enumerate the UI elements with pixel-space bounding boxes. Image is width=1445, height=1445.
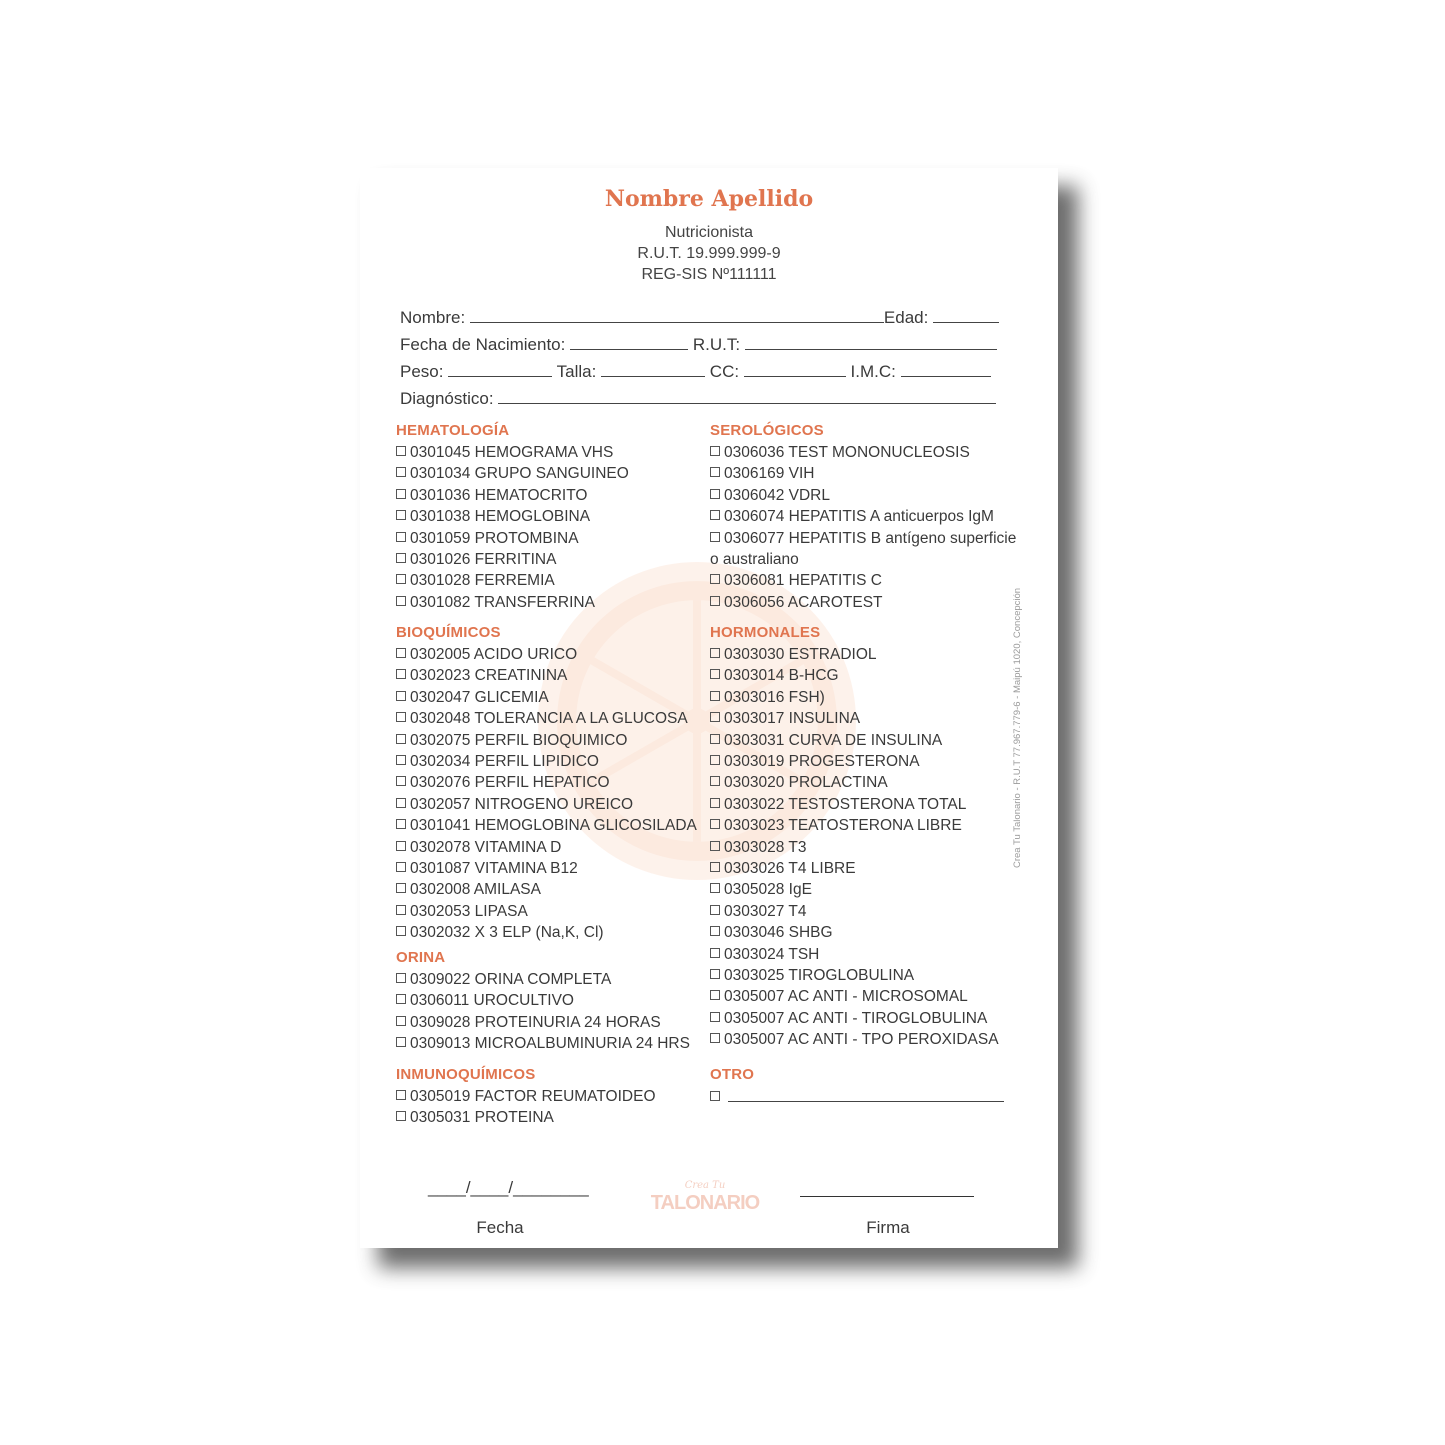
exam-item[interactable] [396,571,555,591]
exam-item[interactable] [710,507,994,527]
professional-rut: R.U.T. 19.999.999-9 [637,245,781,262]
checkbox-icon[interactable] [396,926,406,936]
checkbox-icon[interactable] [396,691,406,701]
exam-item[interactable] [710,773,888,793]
checkbox-icon[interactable] [396,755,406,765]
exam-label: 0306081 HEPATITIS C [724,572,882,590]
exam-label: 0306074 HEPATITIS A anticuerpos IgM [724,508,994,526]
diagnosis-field[interactable] [498,389,996,404]
exam-item[interactable] [396,486,587,506]
checkbox-icon[interactable] [710,755,720,765]
checkbox-icon[interactable] [396,973,406,983]
exam-item[interactable] [396,550,556,570]
date-placeholder[interactable]: ____/____/________ [428,1178,589,1197]
exam-item[interactable] [710,731,942,751]
exam-item[interactable] [710,688,825,708]
exam-item[interactable] [710,752,920,772]
exam-item[interactable] [396,970,611,990]
checkbox-icon[interactable] [710,574,720,584]
measures-row [400,362,991,382]
exam-item[interactable] [396,1108,554,1128]
exam-item[interactable] [710,464,815,484]
checkbox-icon[interactable] [710,669,720,679]
exam-label: 0301038 HEMOGLOBINA [410,508,591,526]
exam-label: 0303023 TEATOSTERONA LIBRE [724,817,962,835]
exam-item[interactable] [710,529,1016,549]
exam-item[interactable] [396,923,604,943]
exam-label: 0302053 LIPASA [410,902,528,920]
exam-label: 0305031 PROTEINA [410,1109,554,1127]
checkbox-icon[interactable] [396,994,406,1004]
checkbox-icon[interactable] [396,596,406,606]
checkbox-icon[interactable] [710,926,720,936]
checkbox-icon[interactable] [396,574,406,584]
checkbox-icon[interactable] [396,553,406,563]
section-title-bioquimicos: BIOQUÍMICOS [396,624,501,641]
exam-label: 0303031 CURVA DE INSULINA [724,731,943,749]
logo-script: Crea Tu [684,1180,726,1191]
checkbox-icon[interactable] [396,819,406,829]
exam-label: 0306042 VDRL [724,486,830,504]
checkbox-icon[interactable] [396,1111,406,1121]
checkbox-icon[interactable] [396,648,406,658]
section-title-otro: OTRO [710,1066,755,1083]
exam-label: 0305007 AC ANTI - TPO PEROXIDASA [724,1031,999,1049]
exam-label: 0303027 T4 [724,902,807,920]
checkbox-icon[interactable] [710,489,720,499]
exam-item[interactable] [396,709,688,729]
checkbox-icon[interactable] [710,510,720,520]
exam-label: o australiano [710,551,799,568]
exam-label: 0306169 VIH [724,465,815,483]
exam-item[interactable] [396,645,577,665]
name-label: Nombre: [400,308,466,327]
exam-label: 0303016 FSH) [724,688,825,706]
exam-label: 0302023 CREATININA [410,667,568,685]
exam-item[interactable] [396,443,613,463]
checkbox-icon[interactable] [710,691,720,701]
exam-label: 0302047 GLICEMIA [410,688,549,706]
exam-item[interactable] [710,1030,999,1050]
exam-item[interactable] [710,795,966,815]
logo-text: TALONARIO [650,1192,760,1214]
checkbox-icon[interactable] [710,990,720,1000]
registration-number: REG-SIS Nº111111 [641,266,777,283]
checkbox-icon[interactable] [710,596,720,606]
exam-label: 0302008 AMILASA [410,881,541,899]
exam-label: 0309022 ORINA COMPLETA [410,971,612,988]
exam-item[interactable] [710,838,806,858]
weight-label: Peso: [400,362,444,381]
exam-item[interactable] [396,1013,661,1033]
section-title-inmunoquimicos: INMUNOQUÍMICOS [396,1066,536,1083]
exam-item[interactable] [710,1009,987,1029]
checkbox-icon[interactable] [710,969,720,979]
checkbox-icon[interactable] [396,446,406,456]
signature-label: Firma [866,1218,910,1237]
exam-label: 0301041 HEMOGLOBINA GLICOSILADA [410,817,697,835]
checkbox-icon[interactable] [396,1037,406,1047]
checkbox-icon[interactable] [396,467,406,477]
exam-label: 0303019 PROGESTERONA [724,753,920,770]
checkbox-icon[interactable] [396,841,406,851]
birthdate-row [400,335,997,355]
checkbox-icon[interactable] [396,883,406,893]
exam-label: 0303028 T3 [724,838,807,856]
printer-note: Crea Tu Talonario - R.U.T 77.967.779-6 - Maipú 1020, Concepción [1012,587,1023,868]
exam-item[interactable] [396,688,549,708]
exam-label: 0303020 PROLACTINA [724,774,888,792]
exam-item[interactable] [710,945,819,965]
age-label: Edad: [883,308,929,327]
exam-label: 0302048 TOLERANCIA A LA GLUCOSA [410,710,688,728]
checkbox-icon[interactable] [710,467,720,477]
exam-label: 0303030 ESTRADIOL [724,646,877,663]
checkbox-icon[interactable] [710,819,720,829]
exam-label: 0306011 UROCULTIVO [410,992,574,1010]
exam-item[interactable] [710,550,799,570]
otro-field[interactable] [728,1087,1004,1102]
checkbox-icon[interactable] [396,1016,406,1026]
weight-field[interactable] [448,362,552,377]
section-title-orina: ORINA [396,949,446,966]
exam-label: 0305028 IgE [724,881,812,899]
exam-item[interactable] [396,838,561,858]
exam-item[interactable] [710,645,877,665]
exam-item[interactable] [396,773,610,793]
checkbox-icon[interactable] [710,776,720,786]
exam-item[interactable] [710,571,882,591]
checkbox-icon[interactable] [396,712,406,722]
diagnosis-label: Diagnóstico: [400,389,494,408]
exam-label: 0302032 X 3 ELP (Na,K, Cl) [410,924,604,942]
exam-item[interactable] [396,859,578,879]
exam-item[interactable] [396,529,579,549]
exam-label: 0302078 VITAMINA D [410,838,562,856]
checkbox-icon[interactable] [710,1012,720,1022]
exam-label: 0306056 ACAROTEST [724,593,883,611]
height-label: Talla: [556,362,597,381]
rut-label: R.U.T: [692,335,741,354]
checkbox-icon[interactable] [710,532,720,542]
exam-item[interactable] [396,880,541,900]
profession: Nutricionista [664,224,754,241]
checkbox-icon[interactable] [710,905,720,915]
waist-field[interactable] [744,362,846,377]
exam-item[interactable] [396,593,595,613]
checkbox-icon[interactable] [710,798,720,808]
exam-item[interactable] [396,1087,656,1107]
exam-item[interactable] [396,731,627,751]
checkbox-icon[interactable] [710,648,720,658]
name-field[interactable] [470,308,884,323]
otro-item[interactable] [710,1087,1004,1108]
section-title-hematologia: HEMATOLOGÍA [396,422,510,439]
exam-label: 0303022 TESTOSTERONA TOTAL [724,795,967,813]
talonario-logo [650,1181,760,1221]
exam-item[interactable] [710,902,806,922]
exam-item[interactable] [710,486,830,506]
checkbox-icon[interactable] [710,841,720,851]
exam-label: 0302034 PERFIL LIPIDICO [410,753,599,770]
checkbox-icon[interactable] [396,489,406,499]
exam-label: 0303024 TSH [724,945,820,963]
prescription-sheet [360,168,1058,1248]
date-label: Fecha [476,1218,524,1237]
checkbox-icon[interactable] [396,798,406,808]
exam-label: 0301045 HEMOGRAMA VHS [410,444,614,461]
exam-item[interactable] [710,923,833,943]
exam-label: 0303046 SHBG [724,924,833,942]
exam-item[interactable] [396,795,633,815]
exam-label: 0303025 TIROGLOBULINA [724,967,915,984]
checkbox-icon[interactable] [710,1033,720,1043]
exam-label: 0303017 INSULINA [724,710,861,728]
professional-name: Nombre Apellido [604,186,814,212]
waist-label: CC: [709,362,740,381]
exam-label: 0301059 PROTOMBINA [410,529,579,547]
exam-item[interactable] [396,902,528,922]
exam-label: 0303014 B-HCG [724,667,839,685]
checkbox-icon[interactable] [396,669,406,679]
exam-item[interactable] [396,507,590,527]
exam-item[interactable] [396,752,599,772]
exam-item[interactable] [396,1034,690,1054]
exam-item[interactable] [710,859,856,879]
checkbox-icon[interactable] [710,883,720,893]
exam-label: 0306077 HEPATITIS B antígeno superficie [724,529,1017,547]
bmi-field[interactable] [901,362,991,377]
exam-item[interactable] [710,966,914,986]
exam-label: 0305007 AC ANTI - TIROGLOBULINA [724,1009,988,1027]
height-field[interactable] [601,362,705,377]
exam-label: 0302005 ACIDO URICO [410,646,578,663]
checkbox-icon[interactable] [396,532,406,542]
exam-label: 0305007 AC ANTI - MICROSOMAL [724,988,968,1006]
exam-label: 0301087 VITAMINA B12 [410,860,578,877]
exam-label: 0301036 HEMATOCRITO [410,486,588,504]
age-field[interactable] [933,308,999,323]
checkbox-icon[interactable] [396,776,406,786]
checkbox-icon[interactable] [710,862,720,872]
checkbox-icon[interactable] [710,948,720,958]
rut-field[interactable] [745,335,997,350]
birthdate-field[interactable] [570,335,688,350]
patient-name-row [400,308,999,328]
diagnosis-row [400,389,996,409]
checkbox-icon[interactable] [710,734,720,744]
checkbox-icon[interactable] [710,712,720,722]
checkbox-icon[interactable] [396,905,406,915]
checkbox-icon[interactable] [710,446,720,456]
exam-item[interactable] [396,991,574,1011]
exam-label: 0305019 FACTOR REUMATOIDEO [410,1088,656,1105]
exam-item[interactable] [396,464,629,484]
exam-item[interactable] [396,816,697,836]
exam-item[interactable] [710,987,968,1007]
exam-item[interactable] [710,666,839,686]
exam-label: 0302057 NITROGENO UREICO [410,795,634,813]
exam-item[interactable] [710,709,860,729]
checkbox-icon[interactable] [396,510,406,520]
exam-item[interactable] [710,443,970,463]
exam-label: 0301034 GRUPO SANGUINEO [410,465,629,483]
exam-label: 0301026 FERRITINA [410,551,557,568]
exam-item[interactable] [710,593,883,613]
exam-item[interactable] [710,880,812,900]
exam-item[interactable] [710,816,962,836]
checkbox-icon[interactable] [710,1091,720,1101]
exam-label: 0302075 PERFIL BIOQUIMICO [410,731,628,749]
signature-line[interactable] [800,1196,974,1197]
exam-label: 0309028 PROTEINURIA 24 HORAS [410,1013,661,1031]
checkbox-icon[interactable] [396,862,406,872]
checkbox-icon[interactable] [396,734,406,744]
exam-label: 0303026 T4 LIBRE [724,860,856,877]
exam-label: 0309013 MICROALBUMINURIA 24 HRS [410,1035,690,1053]
exam-label: 0301082 TRANSFERRINA [410,593,595,611]
bmi-label: I.M.C: [850,362,896,381]
section-title-serologicos: SEROLÓGICOS [710,422,824,439]
checkbox-icon[interactable] [396,1090,406,1100]
birthdate-label: Fecha de Nacimiento: [400,335,566,354]
exam-label: 0301028 FERREMIA [410,572,555,590]
exam-label: 0306036 TEST MONONUCLEOSIS [724,444,970,461]
section-title-hormonales: HORMONALES [710,624,821,641]
exam-label: 0302076 PERFIL HEPATICO [410,774,610,792]
exam-item[interactable] [396,666,567,686]
